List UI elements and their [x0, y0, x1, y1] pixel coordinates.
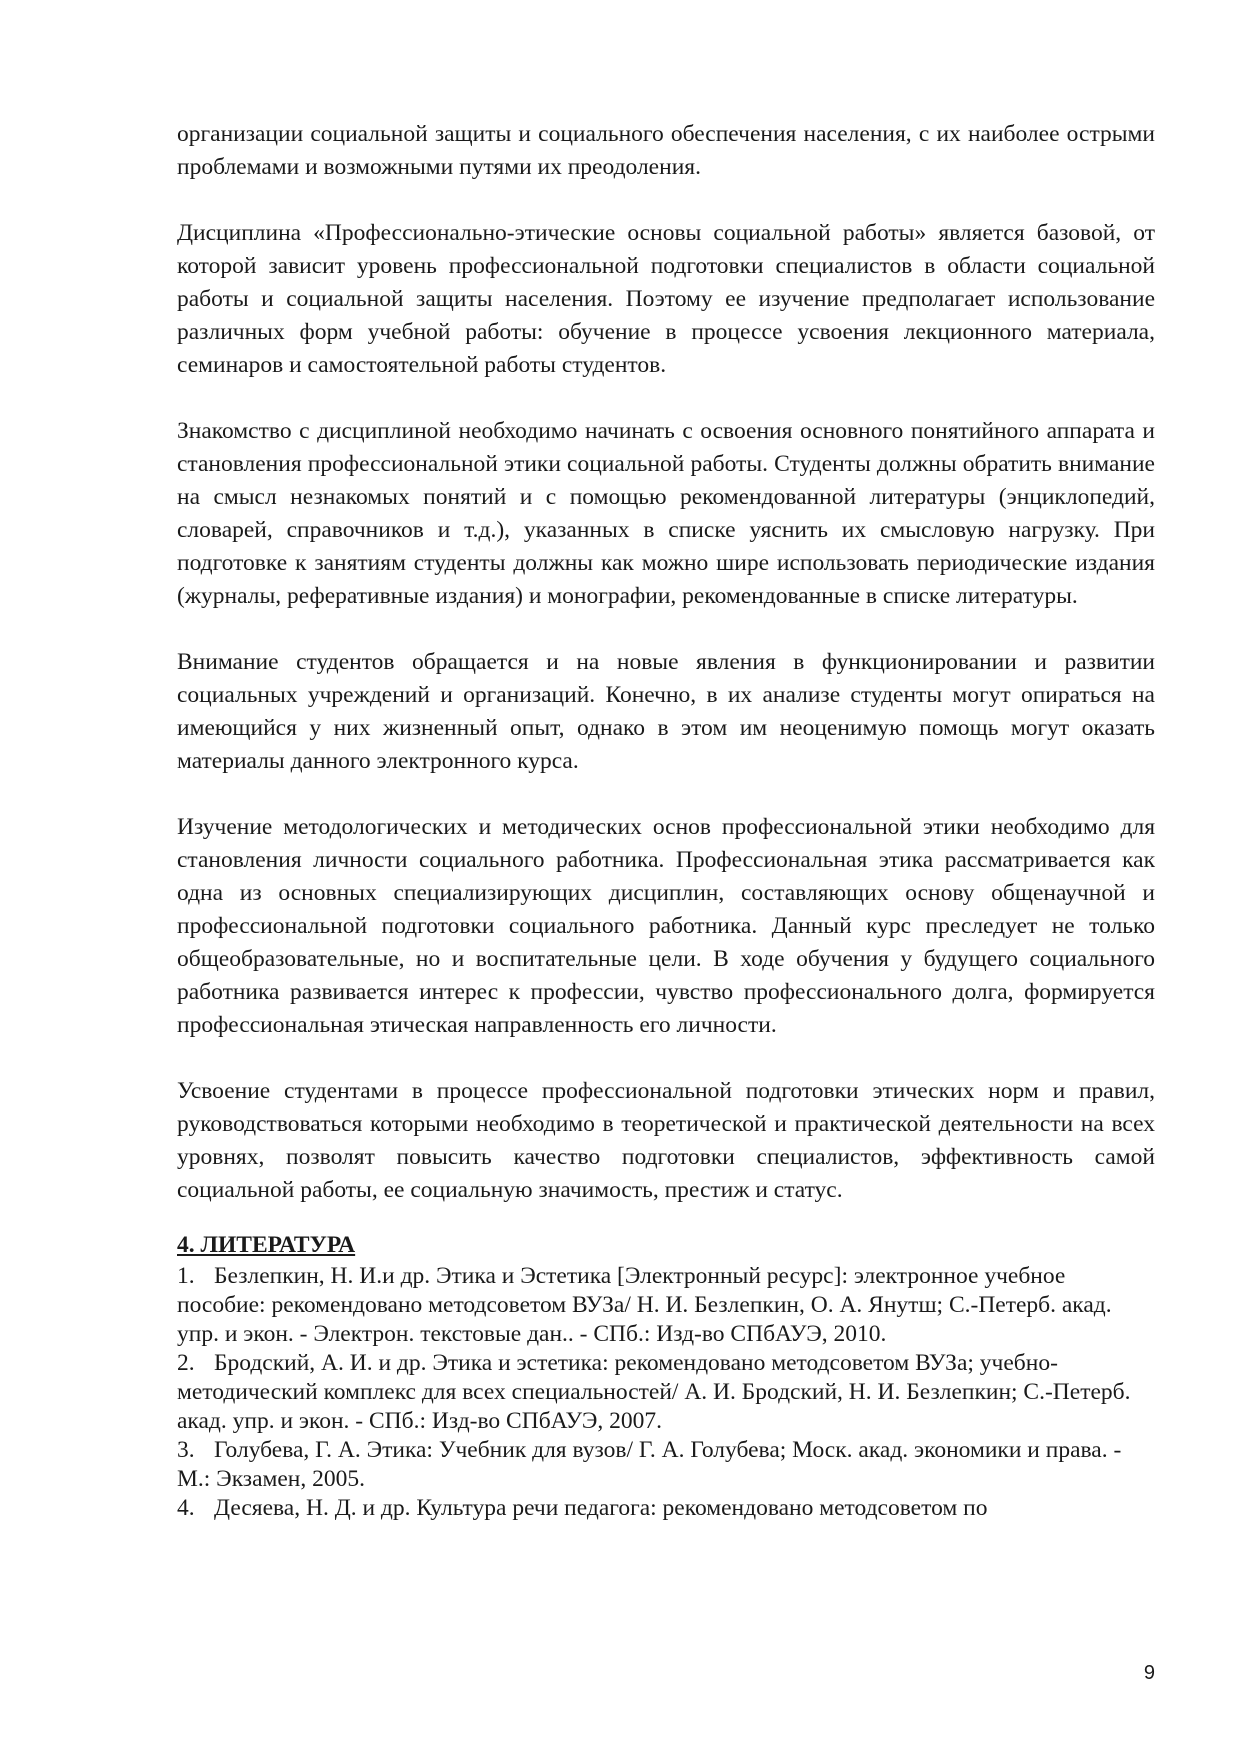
literature-item-number: 3. — [177, 1437, 195, 1463]
paragraph-mastering: Усвоение студентами в процессе профессиональной подготовки этических норм и правил, руководствоваться которыми необходимо в теоретической и практической деятельности на всех уровнях, позволят повысить качество подготовки специалистов, эффективность самой социальной работы, ее социальную значимость, престиж и статус. — [177, 1078, 1155, 1203]
literature-item — [177, 1494, 1155, 1523]
literature-item — [177, 1349, 1155, 1436]
literature-list — [177, 1262, 1155, 1523]
paragraph-attention: Внимание студентов обращается и на новые явления в функционировании и развитии социальных учреждений и организаций. Конечно, в их анализе студенты могут опираться на имеющийся у них жизненный опыт, однако в этом им неоценимую помощь могут оказать материалы данного электронного курса. — [177, 649, 1155, 774]
literature-item-text: Безлепкин, Н. И.и др. Этика и Эстетика [Электронный ресурс]: электронное учебное пособие: рекомендовано методсоветом ВУЗа/ Н. И. Безлепкин, О. А. Янутш; С.-Петерб. акад. упр. и экон. - Электрон. текстовые дан.. - СПб.: Изд-во СПбАУЭ, 2010. — [177, 1263, 1112, 1347]
paragraph-intro-continuation: организации социальной защиты и социального обеспечения населения, с их наиболее острыми проблемами и возможными путями их преодоления. — [177, 121, 1155, 180]
paragraph-acquaintance: Знакомство с дисциплиной необходимо начинать с освоения основного понятийного аппарата и становления профессиональной этики социальной работы. Студенты должны обратить внимание на смысл незнакомых понятий и с помощью рекомендованной литературы (энциклопедий, словарей, справочников и т.д.), указанных в списке уяснить их смысловую нагрузку. При подготовке к занятиям студенты должны как можно шире использовать периодические издания (журналы, реферативные издания) и монографии, рекомендованные в списке литературы. — [177, 418, 1155, 609]
literature-item — [177, 1436, 1155, 1494]
literature-item — [177, 1262, 1155, 1349]
paragraph-study: Изучение методологических и методических основ профессиональной этики необходимо для становления личности социального работника. Профессиональная этика рассматривается как одна из основных специализирующих дисциплин, составляющих основу общенаучной и профессиональной подготовки социального работника. Данный курс преследует не только общеобразовательные, но и воспитательные цели. В ходе обучения у будущего социального работника развивается интерес к профессии, чувство профессионального долга, формируется профессиональная этическая направленность его личности. — [177, 814, 1155, 1038]
literature-item-text: Десяева, Н. Д. и др. Культура речи педагога: рекомендовано методсоветом по — [214, 1495, 988, 1521]
literature-item-number: 1. — [177, 1263, 195, 1289]
literature-heading: 4. ЛИТЕРАТУРА — [177, 1232, 356, 1258]
document-page — [177, 118, 1155, 1523]
paragraph-discipline: Дисциплина «Профессионально-этические основы социальной работы» является базовой, от которой зависит уровень профессиональной подготовки специалистов в области социальной работы и социальной защиты населения. Поэтому ее изучение предполагает использование различных форм учебной работы: обучение в процессе усвоения лекционного материала, семинаров и самостоятельной работы студентов. — [177, 220, 1155, 378]
literature-item-number: 4. — [177, 1495, 195, 1521]
literature-item-text: Бродский, А. И. и др. Этика и эстетика: рекомендовано методсоветом ВУЗа; учебно-методический комплекс для всех специальностей/ А. И. Бродский, Н. И. Безлепкин; С.-Петерб. акад. упр. и экон. - СПб.: Изд-во СПбАУЭ, 2007. — [177, 1350, 1131, 1434]
literature-item-text: Голубева, Г. А. Этика: Учебник для вузов/ Г. А. Голубева; Моск. акад. экономики и права. - М.: Экзамен, 2005. — [177, 1437, 1122, 1492]
page-number: 9 — [1143, 1662, 1155, 1684]
literature-item-number: 2. — [177, 1350, 195, 1376]
